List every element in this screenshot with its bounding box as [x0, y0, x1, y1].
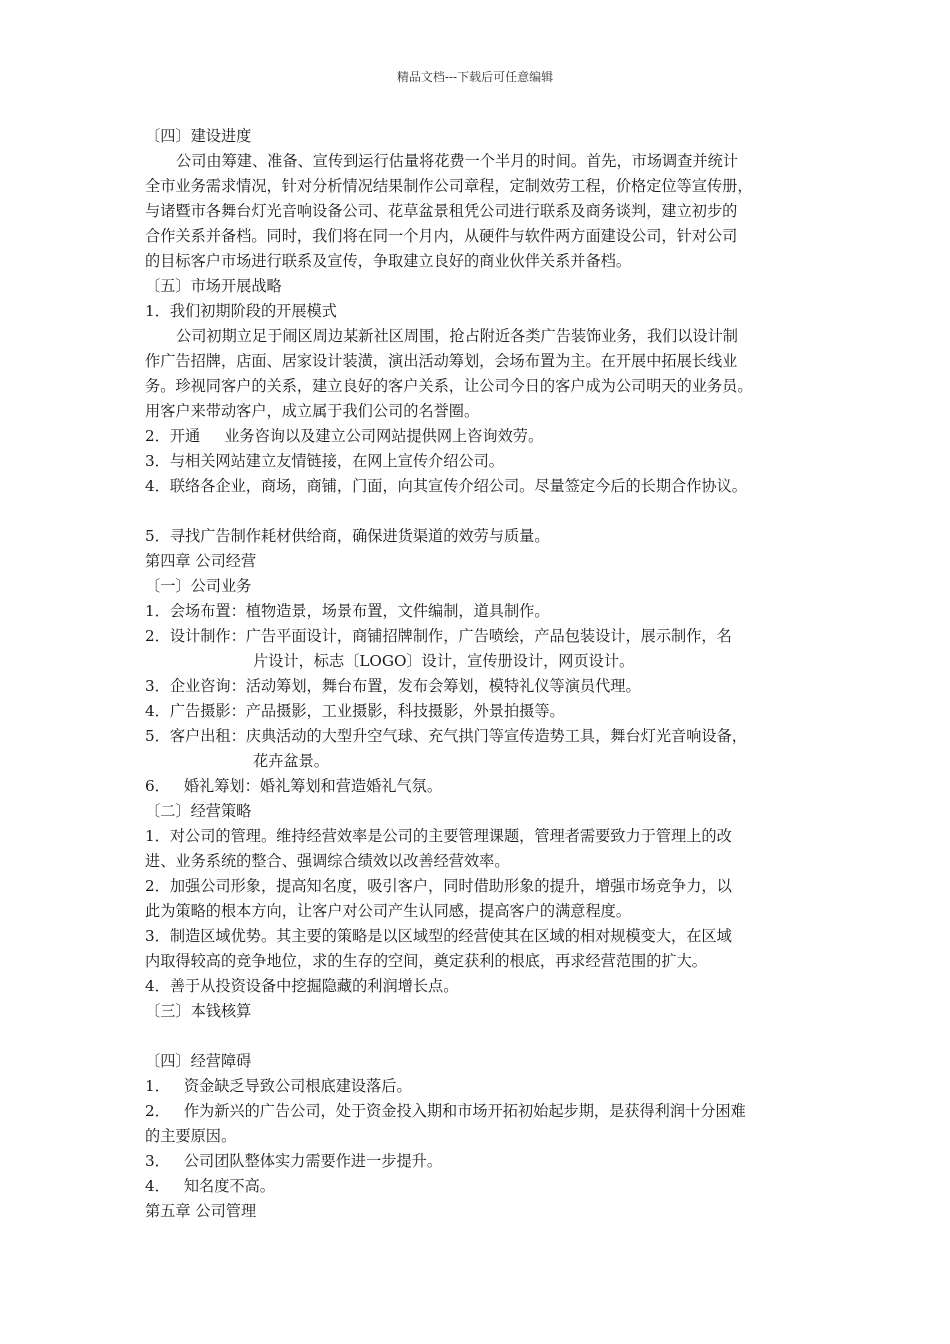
list-item-number: 3．: [145, 1152, 170, 1170]
list-item: 3．与相关网站建立友情链接，在网上宣传介绍公司。: [145, 452, 504, 470]
list-item-text: 资金缺乏导致公司根底建设落后。: [183, 1077, 412, 1095]
list-item-number: 2．开通: [145, 427, 201, 445]
section-heading: 〔一〕公司业务: [145, 577, 252, 595]
paragraph-line: 内取得较高的竞争地位，求的生存的空间，奠定获利的根底，再求经营范围的扩大。: [145, 952, 707, 970]
paragraph-line: 的目标客户市场进行联系及宣传，争取建立良好的商业伙伴关系并备档。: [145, 252, 631, 270]
list-item: 2．加强公司形象，提高知名度，吸引客户，同时借助形象的提升，增强市场竞争力，以: [145, 877, 732, 895]
list-item: 1．会场布置：植物造景，场景布置，文件编制，道具制作。: [145, 602, 550, 620]
page-header: 精品文档---下载后可任意编辑: [396, 70, 554, 84]
list-item: 1．对公司的管理。维持经营效率是公司的主要管理课题，管理者需要致力于管理上的改: [145, 827, 732, 845]
list-item: 5．客户出租：庆典活动的大型升空气球、充气拱门等宣传造势工具，舞台灯光音响设备，: [145, 727, 747, 745]
section-heading: 〔三〕本钱核算: [145, 1002, 252, 1020]
list-item: 2．设计制作：广告平面设计，商铺招牌制作，广告喷绘，产品包装设计，展示制作，名: [145, 627, 732, 645]
list-item-number: 6．: [145, 777, 170, 795]
list-item-number: 1．: [145, 1077, 170, 1095]
paragraph-line: 进、业务系统的整合、强调综合绩效以改善经营效率。: [145, 852, 510, 870]
list-item: [145, 1149, 810, 1174]
paragraph-line: 公司初期立足于闹区周边某新社区周围，抢占附近各类广告装饰业务，我们以设计制: [176, 327, 738, 345]
paragraph-line: 用客户来带动客户，成立属于我们公司的名誉圈。: [145, 402, 480, 420]
chapter-heading: 第五章 公司管理: [145, 1202, 257, 1220]
list-item: [145, 1174, 810, 1199]
paragraph-line: 务。珍视同客户的关系，建立良好的客户关系，让公司今日的客户成为公司明天的业务员。: [145, 377, 753, 395]
paragraph-line: 全市业务需求情况，针对分析情况结果制作公司章程，定制效劳工程，价格定位等宣传册，: [145, 177, 753, 195]
paragraph-line: 公司由筹建、准备、宣传到运行估量将花费一个半月的时间。首先，市场调查并统计: [176, 152, 738, 170]
paragraph-line: 作广告招牌，店面、居家设计装潢，演出活动筹划，会场布置为主。在开展中拓展长线业: [145, 352, 738, 370]
section-heading: 〔五〕市场开展战略: [145, 277, 282, 295]
list-item: 3．制造区域优势。其主要的策略是以区域型的经营使其在区域的相对规模变大，在区域: [145, 927, 732, 945]
list-item: 4．广告摄影：产品摄影，工业摄影，科技摄影，外景拍摄等。: [145, 702, 565, 720]
paragraph-line: 的主要原因。: [145, 1127, 237, 1145]
document-body: [145, 124, 810, 1224]
paragraph-line: 此为策略的根本方向，让客户对公司产生认同感，提高客户的满意程度。: [145, 902, 631, 920]
list-item-continuation: 片设计，标志〔LOGO〕设计，宣传册设计，网页设计。: [253, 652, 635, 670]
section-heading: 〔四〕建设进度: [145, 127, 252, 145]
list-item: 5．寻找广告制作耗材供给商，确保进货渠道的效劳与质量。: [145, 527, 550, 545]
list-item: 4．联络各企业，商场，商铺，门面，向其宣传介绍公司。尽量签定今后的长期合作协议。: [145, 477, 747, 495]
list-item: [145, 774, 810, 799]
list-item-continuation: 花卉盆景。: [253, 752, 329, 770]
list-item: 4．善于从投资设备中挖掘隐藏的利润增长点。: [145, 977, 459, 995]
chapter-heading: 第四章 公司经营: [145, 552, 257, 570]
list-item-text: 业务咨询以及建立公司网站提供网上咨询效劳。: [224, 427, 544, 445]
list-item: [145, 1074, 810, 1099]
list-item: 1．我们初期阶段的开展模式: [145, 302, 337, 320]
section-heading: 〔四〕经营障碍: [145, 1052, 252, 1070]
paragraph-line: 合作关系并备档。同时，我们将在同一个月内，从硬件与软件两方面建设公司，针对公司: [145, 227, 738, 245]
list-item: 3．企业咨询：活动筹划，舞台布置，发布会筹划，模特礼仪等演员代理。: [145, 677, 641, 695]
list-item-number: 2．: [145, 1102, 170, 1120]
list-item-text: 知名度不高。: [183, 1177, 275, 1195]
list-item-text: 婚礼筹划：婚礼筹划和营造婚礼气氛。: [183, 777, 443, 795]
list-item-number: 4．: [145, 1177, 170, 1195]
list-item: [145, 424, 810, 449]
list-item-text: 公司团队整体实力需要作进一步提升。: [183, 1152, 443, 1170]
paragraph-line: 与诸暨市各舞台灯光音响设备公司、花草盆景租凭公司进行联系及商务谈判，建立初步的: [145, 202, 738, 220]
list-item-text: 作为新兴的广告公司，处于资金投入期和市场开拓初始起步期，是获得利润十分困难: [183, 1102, 746, 1120]
list-item: [145, 1099, 810, 1124]
section-heading: 〔二〕经营策略: [145, 802, 252, 820]
